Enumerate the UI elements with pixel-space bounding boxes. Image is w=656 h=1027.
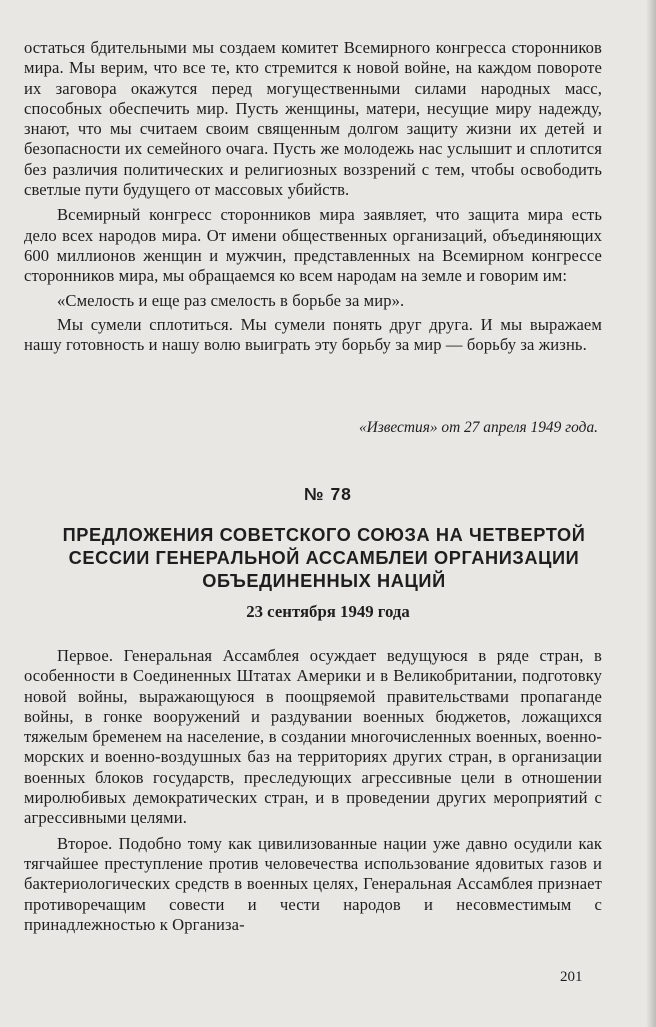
paragraph-congress-statement: Всемирный конгресс сторонников мира заявляет, что защита мира есть дело всех народов мира. От имени общественных организаций, объединяющих 600 миллионов женщин и мужчин, представленных на Всемирном конгрессе сторонников мира, мы обращаемся ко всем народам на земле и говорим им: [24, 205, 602, 286]
paragraph-first-proposal: Первое. Генеральная Ассамблея осуждает ведущуюся в ряде стран, в особенности в Соединенных Штатах Америки и в Великобритании, подготовку новой войны, выражающуюся в поощряемой правительствами пропаганде войны, в гонке вооружений и раздувании военных бюджетов, ложащихся тяжелым бременем на население, в создании многочисленных военных, военно-морских и военно-воздушных баз на территориях других стран, в организации военных блоков государств, преследующих агрессивные цели в отношении миролюбивых демократических стран, и в проведении других мероприятий с агрессивными целями. [24, 646, 602, 828]
page-number: 201 [560, 969, 583, 985]
source-citation: «Известия» от 27 апреля 1949 года. [358, 419, 598, 436]
paragraph-second-proposal: Второе. Подобно тому как цивилизованные нации уже давно осудили как тягчайшее преступление против человечества использование ядовитых газов и бактериологических средств в военных целях, Генеральная Ассамблея признает противоречащим совести и чести народов и несовместимым с принадлежностью к Организа- [24, 833, 602, 934]
document-date: 23 сентября 1949 года [246, 602, 410, 621]
paragraph-closing: Мы сумели сплотиться. Мы сумели понять друг друга. И мы выражаем нашу готовность и нашу волю выиграть эту борьбу за мир — борьбу за жизнь. [24, 314, 602, 355]
paragraph-quote: «Смелость и еще раз смелость в борьбе за мир». [57, 290, 405, 310]
paragraph-continued: остаться бдительными мы создаем комитет Всемирного конгресса сторонников мира. Мы верим, что все те, кто стремится к новой войне, на каждом повороте их заговора окажутся перед могущественными силами народных масс, способных обеспечить мир. Пусть женщины, матери, несущие миру надежду, знают, что мы считаем своим священным долгом защиту жизни их детей и безопасности их семейного очага. Пусть же молодежь нас услышит и сплотится без различия политических и религиозных воззрений с тем, чтобы освободить светлые пути будущего от массовых убийств. [24, 38, 602, 200]
top-text-block [24, 38, 602, 355]
document-title-line: СЕССИИ ГЕНЕРАЛЬНОЙ АССАМБЛЕИ ОРГАНИЗАЦИИ [68, 548, 580, 568]
document-title [24, 524, 624, 593]
document-title-line: ПРЕДЛОЖЕНИЯ СОВЕТСКОГО СОЮЗА НА ЧЕТВЕРТОЙ [62, 525, 586, 545]
document-number: № 78 [304, 484, 352, 504]
document-title-line: ОБЪЕДИНЕННЫХ НАЦИЙ [202, 571, 446, 591]
document-body [24, 646, 602, 935]
